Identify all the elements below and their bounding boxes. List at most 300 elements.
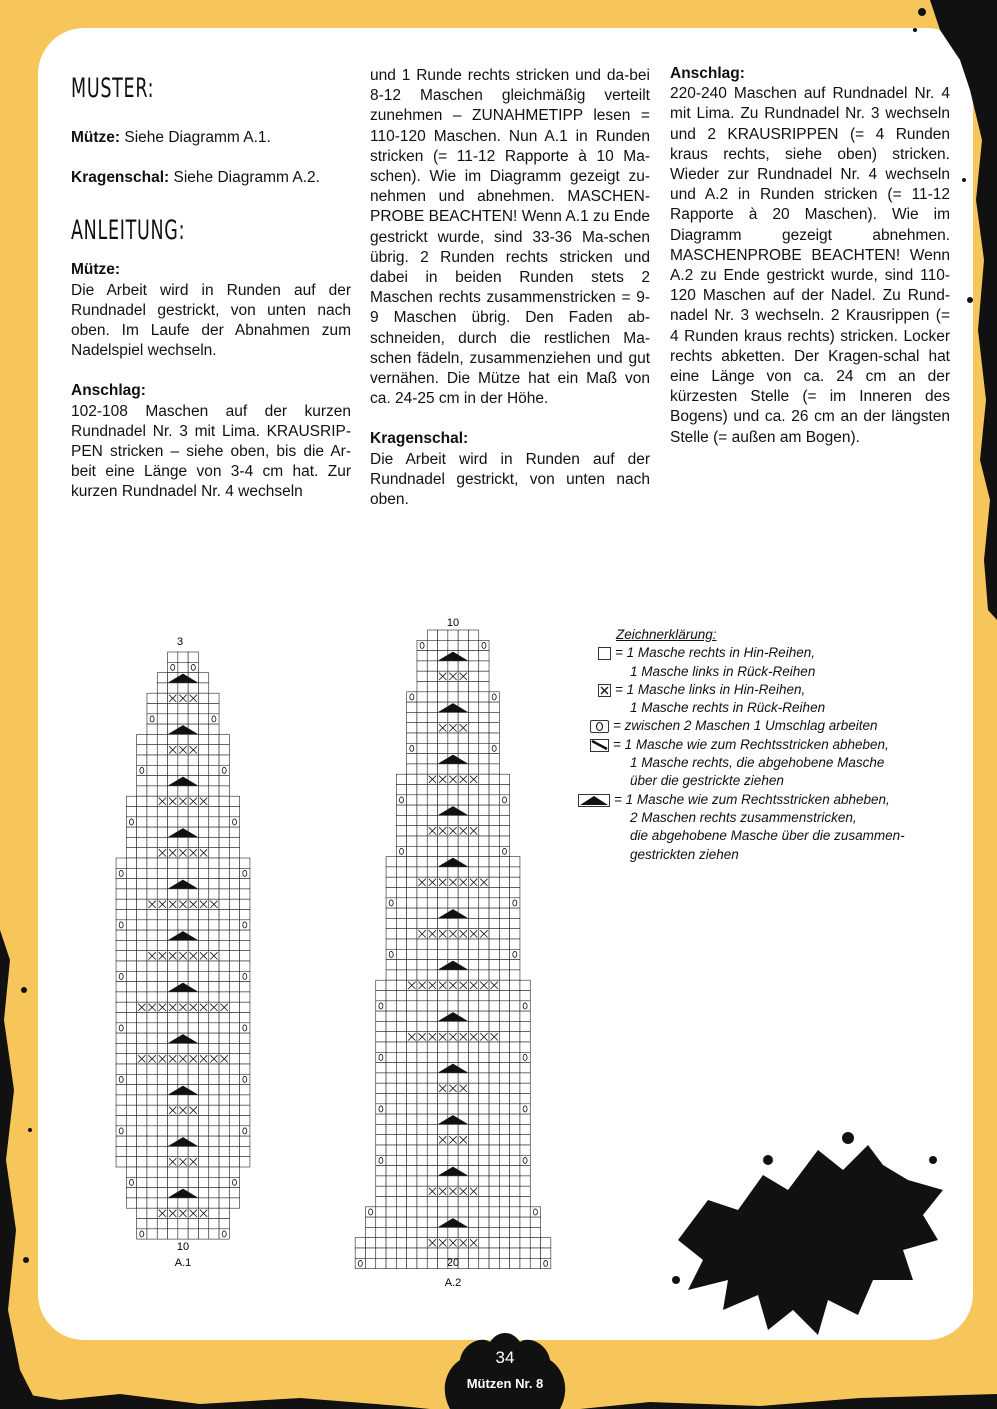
a2-cell <box>499 1052 509 1062</box>
a2-cell <box>386 1155 396 1165</box>
a1-cell <box>209 1023 219 1033</box>
a2-cell <box>376 1001 386 1011</box>
a1-cell <box>219 1085 229 1095</box>
a1-cell <box>116 920 126 930</box>
a1-cell <box>157 673 167 683</box>
a2-cell <box>499 1166 509 1176</box>
a1-cell <box>209 837 219 847</box>
a2-cell <box>448 1052 458 1062</box>
a1-cell <box>168 1013 178 1023</box>
a2-cell <box>489 774 499 784</box>
a1-cell <box>219 899 229 909</box>
a1-cell <box>137 837 147 847</box>
a1-cell <box>209 858 219 868</box>
a1-cell <box>137 971 147 981</box>
a2-cell <box>458 970 468 980</box>
a2-cell <box>417 991 427 1001</box>
a1-cell <box>188 1074 198 1084</box>
a2-cell <box>427 805 437 815</box>
a2-cell <box>489 805 499 815</box>
a2-cell <box>489 1124 499 1134</box>
a2-cell <box>510 1032 520 1042</box>
a1-cell <box>188 1013 198 1023</box>
a1-cell <box>209 704 219 714</box>
a2-cell <box>489 991 499 1001</box>
a2-cell <box>468 1104 478 1114</box>
a2-cell <box>458 949 468 959</box>
a2-cell <box>407 1145 417 1155</box>
a1-cell <box>137 1074 147 1084</box>
a1-cell <box>219 1146 229 1156</box>
a1-cell <box>116 971 126 981</box>
a1-cell <box>240 1105 250 1115</box>
a1-cell <box>147 1126 157 1136</box>
a1-cell <box>157 920 167 930</box>
a2-cell <box>520 1176 530 1186</box>
page-footer-badge <box>430 1330 580 1409</box>
a1-cell <box>229 1043 239 1053</box>
a2-cell <box>396 1176 406 1186</box>
a2-cell <box>458 1227 468 1237</box>
a2-cell <box>510 1217 520 1227</box>
a2-cell <box>499 939 509 949</box>
a2-cell <box>499 795 509 805</box>
a1-cell <box>147 796 157 806</box>
a1-cell <box>209 1064 219 1074</box>
a2-cell <box>489 1258 499 1268</box>
a2-cell <box>468 1021 478 1031</box>
a2-cell <box>448 918 458 928</box>
a2-cell <box>499 1114 509 1124</box>
a1-cell <box>219 776 229 786</box>
a2-cell <box>365 1258 375 1268</box>
a2-cell <box>396 1207 406 1217</box>
a1-cell <box>198 910 208 920</box>
a1-cell <box>116 1054 126 1064</box>
a1-cell <box>178 683 188 693</box>
a1-cell <box>116 910 126 920</box>
a1-cell <box>178 1146 188 1156</box>
a2-cell <box>376 1104 386 1114</box>
a2-cell <box>427 918 437 928</box>
a1-cell <box>229 1177 239 1187</box>
a1-cell <box>137 858 147 868</box>
a2-cell <box>499 960 509 970</box>
a1-cell <box>157 786 167 796</box>
a2-cell <box>386 1227 396 1237</box>
a2-cell <box>427 1207 437 1217</box>
a2-cell <box>407 1104 417 1114</box>
a2-cell <box>396 774 406 784</box>
a2-cell <box>427 888 437 898</box>
a2-cell <box>468 1124 478 1134</box>
a2-cell <box>489 1114 499 1124</box>
a2-cell <box>365 1207 375 1217</box>
a1-cell <box>168 1095 178 1105</box>
a1-cell <box>229 992 239 1002</box>
a2-cell <box>520 1052 530 1062</box>
a2-cell <box>510 1021 520 1031</box>
a1-cell <box>147 1085 157 1095</box>
a2-cell <box>489 1001 499 1011</box>
a1-cell <box>178 807 188 817</box>
a2-cell <box>479 908 489 918</box>
a1-cell <box>168 704 178 714</box>
a1-cell <box>229 1085 239 1095</box>
a2-cell <box>468 1083 478 1093</box>
a2-cell <box>376 1176 386 1186</box>
a1-cell <box>147 1033 157 1043</box>
a2-cell <box>427 857 437 867</box>
a1-cell <box>198 889 208 899</box>
a2-cell <box>458 712 468 722</box>
a1-cell <box>116 889 126 899</box>
a2-cell <box>520 1083 530 1093</box>
a2-cell <box>499 1248 509 1258</box>
a2-cell <box>396 970 406 980</box>
a2-cell <box>479 774 489 784</box>
a1-cell <box>209 807 219 817</box>
a1-cell <box>137 879 147 889</box>
a2-cell <box>386 1135 396 1145</box>
a1-cell <box>178 1198 188 1208</box>
a2-cell <box>396 898 406 908</box>
a1-cell <box>219 1167 229 1177</box>
a1-cell <box>137 1188 147 1198</box>
a2-cell <box>396 1124 406 1134</box>
a1-cell <box>209 714 219 724</box>
a2-cell <box>520 1258 530 1268</box>
a1-cell <box>116 1033 126 1043</box>
a1-cell <box>178 817 188 827</box>
a1-cell <box>198 755 208 765</box>
a2-cell <box>530 1207 540 1217</box>
a1-cell <box>157 683 167 693</box>
a2-cell <box>499 1186 509 1196</box>
legend-knit-line1: = 1 Masche rechts in Hin-Reihen, <box>615 645 815 661</box>
a2-cell <box>479 1094 489 1104</box>
a1-cell <box>137 1229 147 1239</box>
a2-cell <box>438 1155 448 1165</box>
a2-cell <box>499 846 509 856</box>
a1-cell <box>147 971 157 981</box>
a1-cell <box>178 1167 188 1177</box>
a2-cell <box>479 651 489 661</box>
a2-cell <box>489 908 499 918</box>
a2-cell <box>448 661 458 671</box>
a2-cell <box>396 1258 406 1268</box>
a2-cell <box>386 929 396 939</box>
a2-cell <box>386 1186 396 1196</box>
a1-cell <box>168 940 178 950</box>
a1-cell <box>188 868 198 878</box>
a1-cell <box>157 1013 167 1023</box>
a2-cell <box>479 805 489 815</box>
a2-cell <box>427 1166 437 1176</box>
a1-cell <box>240 1146 250 1156</box>
a1-cell <box>188 940 198 950</box>
a1-cell <box>219 1198 229 1208</box>
a2-cell <box>448 692 458 702</box>
a2-cell <box>458 1197 468 1207</box>
a2-cell <box>479 1258 489 1268</box>
a2-cell <box>407 743 417 753</box>
a1-cell <box>209 1157 219 1167</box>
a2-cell <box>458 1021 468 1031</box>
a1-cell <box>209 930 219 940</box>
a1-cell <box>198 930 208 940</box>
a1-top-label: 3 <box>176 636 184 648</box>
a2-cell <box>510 1114 520 1124</box>
a1-cell <box>198 1023 208 1033</box>
a1-cell <box>168 920 178 930</box>
a1-cell <box>219 1033 229 1043</box>
a2-cell <box>407 692 417 702</box>
a1-cell <box>209 1219 219 1229</box>
a1-cell <box>209 1043 219 1053</box>
a2-cell <box>468 888 478 898</box>
a1-cell <box>240 1033 250 1043</box>
a2-cell <box>396 1166 406 1176</box>
a1-rows <box>116 652 250 1239</box>
a1-cell <box>126 951 136 961</box>
a2-cell <box>520 1001 530 1011</box>
a2-cell <box>458 1176 468 1186</box>
a1-cell <box>229 1126 239 1136</box>
a2-cell <box>520 1021 530 1031</box>
a1-cell <box>137 868 147 878</box>
a2-cell <box>489 970 499 980</box>
a1-cell <box>178 1023 188 1033</box>
a2-cell <box>458 743 468 753</box>
a2-cell <box>427 1063 437 1073</box>
a1-cell <box>219 827 229 837</box>
a1-cell <box>137 827 147 837</box>
a1-cell <box>157 971 167 981</box>
a2-cell <box>448 991 458 1001</box>
a1-cell <box>137 848 147 858</box>
a1-cell <box>188 920 198 930</box>
a2-cell <box>448 1001 458 1011</box>
a2-cell <box>479 1052 489 1062</box>
a2-cell <box>376 991 386 1001</box>
a2-cell <box>479 723 489 733</box>
scalloped-badge-shape <box>430 1330 580 1409</box>
a1-cell <box>157 1177 167 1187</box>
a1-cell <box>229 848 239 858</box>
a2-cell <box>417 1186 427 1196</box>
a2-cell <box>510 960 520 970</box>
a1-cell <box>168 971 178 981</box>
a2-cell <box>427 764 437 774</box>
a2-cell <box>489 1042 499 1052</box>
a1-cell <box>147 1013 157 1023</box>
a2-cell <box>489 785 499 795</box>
a1-cell <box>219 765 229 775</box>
a2-cell <box>417 1207 427 1217</box>
a2-cell <box>468 815 478 825</box>
legend-purl-line1: = 1 Masche links in Hin-Reihen, <box>615 681 806 697</box>
a2-cell <box>489 795 499 805</box>
a2-cell <box>479 1145 489 1155</box>
muetze-heading: Mütze: <box>71 261 121 279</box>
a1-cell <box>116 879 126 889</box>
a2-cell <box>468 651 478 661</box>
a2-cell <box>479 918 489 928</box>
a2-cell <box>520 991 530 1001</box>
a1-cell <box>126 971 136 981</box>
a2-cell <box>396 826 406 836</box>
a1-cell <box>198 982 208 992</box>
a2-cell <box>438 1073 448 1083</box>
a2-cell <box>530 1238 540 1248</box>
a2-cell <box>448 939 458 949</box>
a2-cell <box>417 1011 427 1021</box>
anschlag-a2-heading: Anschlag: <box>670 65 745 82</box>
legend-ssk-line1: = 1 Masche wie zum Rechtsstricken abheben, <box>613 736 889 752</box>
a2-cell <box>489 1166 499 1176</box>
a2-cell <box>458 785 468 795</box>
a1-cell <box>116 1157 126 1167</box>
a2-cell <box>520 980 530 990</box>
a1-cell <box>137 765 147 775</box>
a2-cell <box>376 1063 386 1073</box>
a1-cell <box>188 1146 198 1156</box>
a2-cell <box>417 939 427 949</box>
a1-cell <box>126 807 136 817</box>
a2-cell <box>386 1166 396 1176</box>
a1-cell <box>240 868 250 878</box>
a2-cell <box>468 857 478 867</box>
a2-cell <box>489 1186 499 1196</box>
a2-cell <box>407 1176 417 1186</box>
a2-cell <box>458 1104 468 1114</box>
a2-cell <box>396 1042 406 1052</box>
a2-cell <box>510 1176 520 1186</box>
a1-cell <box>178 1177 188 1187</box>
a1-cell <box>219 1074 229 1084</box>
a2-cell <box>479 1186 489 1196</box>
a1-cell <box>116 1085 126 1095</box>
a1-cell <box>157 693 167 703</box>
a1-cell <box>116 1002 126 1012</box>
a2-cell <box>438 640 448 650</box>
a2-cell <box>376 1114 386 1124</box>
a1-cell <box>178 971 188 981</box>
a1-cell <box>157 714 167 724</box>
a1-cell <box>229 889 239 899</box>
a2-cell <box>520 1063 530 1073</box>
a2-cell <box>438 1176 448 1186</box>
a1-cell <box>188 1043 198 1053</box>
a2-cell <box>438 1094 448 1104</box>
a1-cell <box>219 1013 229 1023</box>
a1-cell <box>209 827 219 837</box>
a1-cell <box>240 992 250 1002</box>
a1-cell <box>116 1013 126 1023</box>
a2-cell <box>417 1052 427 1062</box>
a1-cell <box>219 1177 229 1187</box>
a2-cell <box>438 1207 448 1217</box>
a2-cell <box>489 754 499 764</box>
a2-cell <box>448 733 458 743</box>
a2-cell <box>510 1258 520 1268</box>
a2-cell <box>396 1083 406 1093</box>
a2-cell <box>448 1145 458 1155</box>
a2-cell <box>396 815 406 825</box>
a2-cell <box>468 846 478 856</box>
a2-cell <box>510 857 520 867</box>
a2-cell <box>427 754 437 764</box>
a2-cell <box>417 888 427 898</box>
a1-cell <box>147 1043 157 1053</box>
a1-cell <box>240 961 250 971</box>
a1-cell <box>147 693 157 703</box>
a1-cell <box>188 714 198 724</box>
a1-cell <box>147 868 157 878</box>
a2-cell <box>458 1001 468 1011</box>
a1-cell <box>240 1157 250 1167</box>
a2-cell <box>438 764 448 774</box>
a2-cell <box>479 661 489 671</box>
a1-cell <box>137 961 147 971</box>
a2-cell <box>448 795 458 805</box>
a2-cell <box>448 743 458 753</box>
a2-cell <box>396 1021 406 1031</box>
a2-cell <box>468 1011 478 1021</box>
a2-cell <box>489 1155 499 1165</box>
a2-cell <box>448 1207 458 1217</box>
a1-cell <box>198 1085 208 1095</box>
a1-cell <box>126 1126 136 1136</box>
a1-cell <box>229 1095 239 1105</box>
a2-cell <box>417 1227 427 1237</box>
a2-cell <box>479 1135 489 1145</box>
a2-cell <box>468 661 478 671</box>
a2-cell <box>417 1104 427 1114</box>
a1-cell <box>137 1116 147 1126</box>
a2-cell <box>396 1238 406 1248</box>
a1-cell <box>168 992 178 1002</box>
kragen-label: Kragenschal: <box>71 169 170 187</box>
a1-cell <box>157 982 167 992</box>
a1-cell <box>198 858 208 868</box>
a2-cell <box>417 1197 427 1207</box>
a2-cell <box>407 774 417 784</box>
a2-cell <box>479 1197 489 1207</box>
a1-cell <box>126 1105 136 1115</box>
a1-cell <box>168 765 178 775</box>
a2-cell <box>407 960 417 970</box>
a1-cell <box>229 899 239 909</box>
a1-cell <box>198 683 208 693</box>
a2-cell <box>386 867 396 877</box>
a2-cell <box>479 970 489 980</box>
a2-cell <box>386 1248 396 1258</box>
a2-cell <box>376 1145 386 1155</box>
a1-cell <box>168 1167 178 1177</box>
a1-cell <box>147 982 157 992</box>
a2-cell <box>438 815 448 825</box>
a1-cell <box>126 868 136 878</box>
a2-cell <box>510 1001 520 1011</box>
a2-cell <box>448 898 458 908</box>
a1-cell <box>188 786 198 796</box>
a2-cell <box>468 640 478 650</box>
a2-cell <box>468 970 478 980</box>
a2-cell <box>407 908 417 918</box>
a1-cell <box>240 858 250 868</box>
